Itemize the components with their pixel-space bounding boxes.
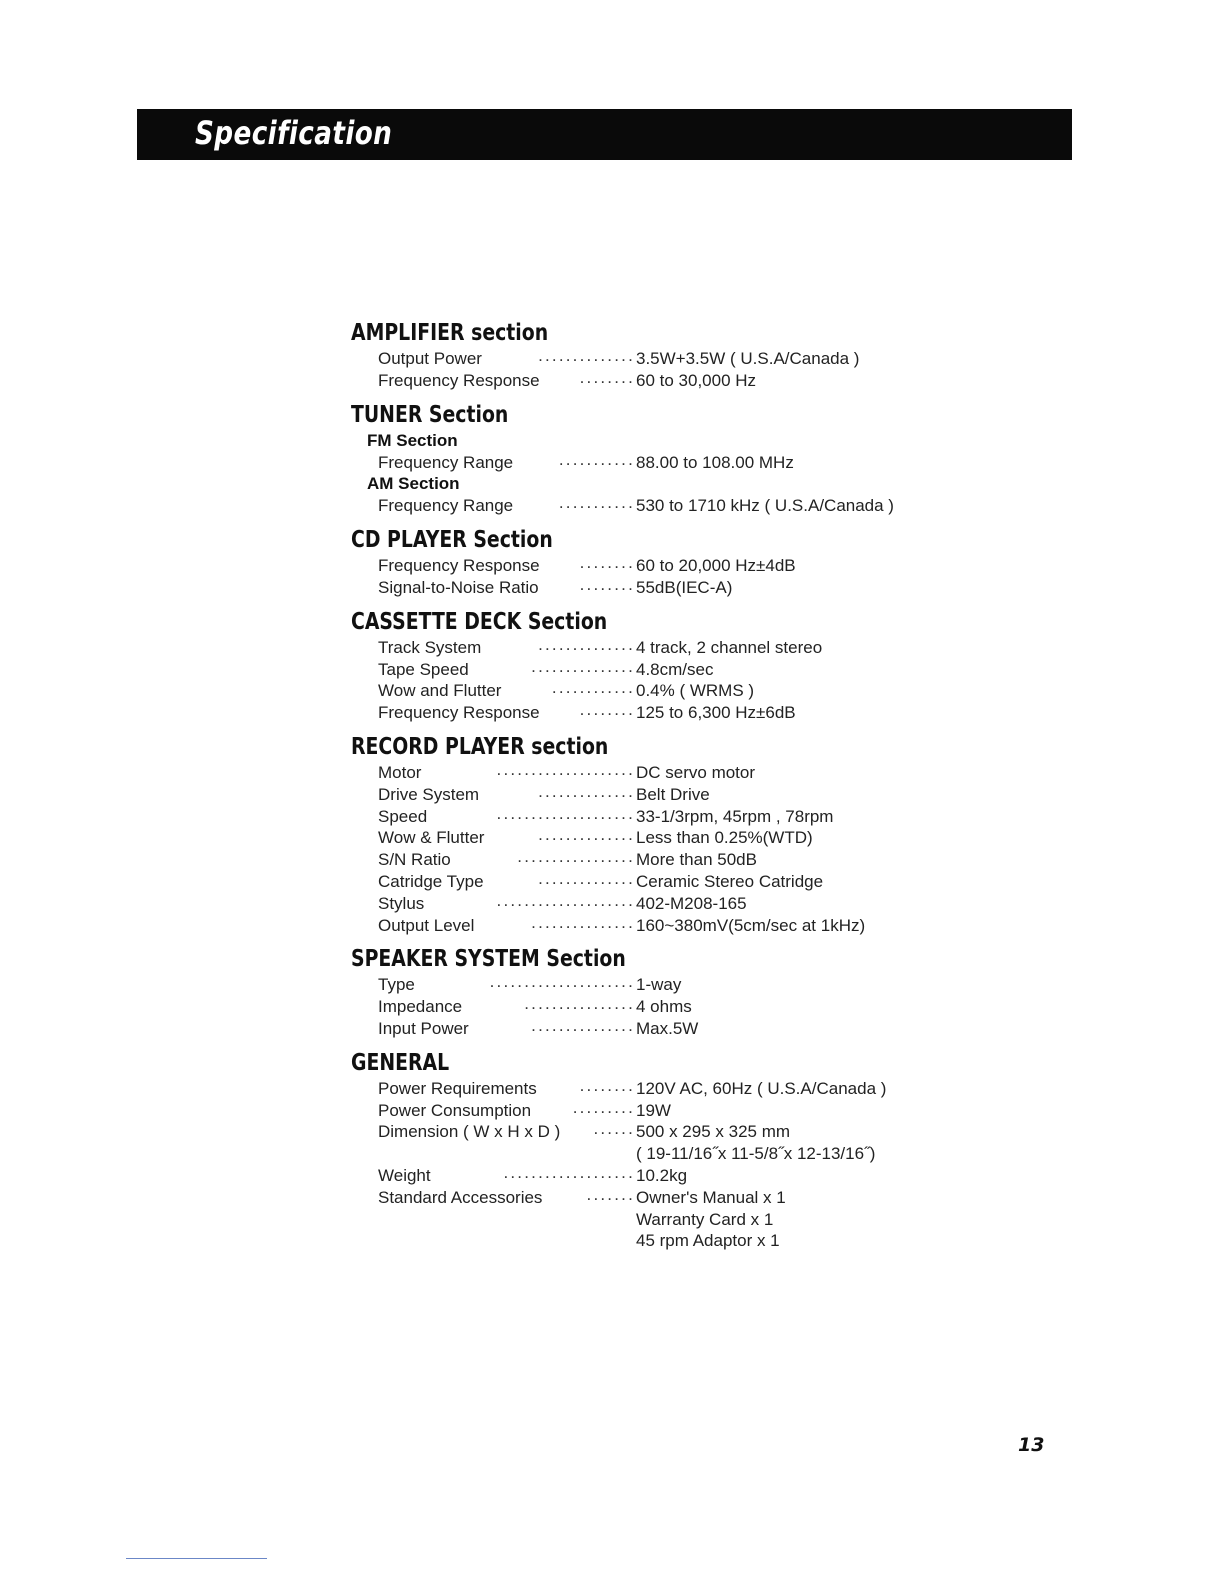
spec-label: Stylus (378, 893, 425, 913)
spec-value: 160~380mV(5cm/sec at 1kHz) (636, 915, 866, 935)
spec-value: 125 to 6,300 Hz±6dB (636, 703, 796, 723)
spec-label: Power Requirements (378, 1078, 537, 1098)
spec-value: Warranty Card x 1 (636, 1209, 774, 1229)
dot-leader: .................... (496, 890, 635, 910)
spec-label: Dimension ( W x H x D ) (378, 1122, 561, 1142)
spec-row (351, 1184, 971, 1209)
spec-label: Wow and Flutter (378, 681, 502, 701)
specification-list (351, 318, 971, 1260)
dot-leader: ..................... (489, 972, 635, 992)
dot-leader: ........ (579, 1075, 635, 1095)
spec-row (351, 868, 971, 893)
spec-section (351, 732, 971, 936)
spec-label: Frequency Range (378, 452, 514, 472)
section-heading: CASSETTE DECK Section (351, 608, 608, 635)
spec-label: Type (378, 975, 415, 995)
spec-row (351, 849, 971, 871)
dot-leader: ....... (586, 1184, 635, 1204)
spec-row (351, 759, 971, 784)
dot-leader: ................. (517, 847, 635, 867)
spec-section (351, 525, 971, 599)
spec-row (351, 656, 971, 681)
spec-row (351, 781, 971, 806)
spec-section (351, 318, 971, 392)
spec-value: 3.5W+3.5W ( U.S.A/Canada ) (636, 349, 860, 368)
dot-leader: ........ (579, 367, 635, 387)
spec-row (351, 555, 971, 577)
spec-row (351, 1097, 971, 1122)
spec-row (351, 827, 971, 849)
section-heading: RECORD PLAYER section (351, 733, 609, 760)
section-heading: AMPLIFIER section (351, 320, 549, 346)
spec-label: Signal-to-Noise Ratio (378, 577, 539, 597)
spec-section (351, 1048, 971, 1252)
page-number: 13 (1018, 1434, 1045, 1456)
spec-section (351, 944, 971, 1039)
spec-row (351, 702, 971, 724)
spec-row (351, 680, 971, 702)
spec-row-continuation (351, 1230, 971, 1252)
spec-row (351, 1121, 971, 1143)
spec-label: Standard Accessories (378, 1187, 543, 1207)
spec-value: 4 track, 2 channel stereo (636, 637, 823, 657)
spec-value: Max.5W (636, 1018, 699, 1038)
spec-value: 19W (636, 1100, 671, 1120)
dot-leader: .............. (538, 825, 635, 845)
dot-leader: .............. (538, 868, 635, 888)
spec-label: Power Consumption (378, 1100, 532, 1120)
spec-value: 88.00 to 108.00 MHz (636, 452, 794, 472)
spec-row (351, 1015, 971, 1040)
spec-value: 60 to 20,000 Hz±4dB (636, 556, 796, 576)
spec-row (351, 634, 971, 659)
dot-leader: ......... (572, 1097, 635, 1117)
dot-leader: ............... (531, 656, 635, 676)
section-heading: SPEAKER SYSTEM Section (351, 946, 626, 973)
spec-label: Drive System (378, 784, 480, 804)
dot-leader: .............. (538, 781, 635, 801)
dot-leader: ................ (524, 994, 635, 1014)
spec-row (351, 367, 971, 392)
dot-leader: ............... (531, 912, 635, 932)
spec-label: Motor (378, 762, 422, 782)
spec-row (351, 912, 971, 937)
spec-label: Input Power (378, 1018, 469, 1038)
dot-leader: ............ (551, 678, 635, 698)
spec-value: ( 19-11/16˝x 11-5/8˝x 12-13/16˝) (636, 1144, 876, 1164)
spec-section (351, 607, 971, 724)
spec-label: Frequency Response (378, 556, 540, 576)
spec-row (351, 890, 971, 915)
dot-leader: .................... (496, 803, 635, 823)
spec-row (351, 574, 971, 599)
spec-row-continuation (351, 1209, 971, 1231)
spec-row (351, 803, 971, 828)
spec-value: 55dB(IEC-A) (636, 577, 733, 597)
section-heading: TUNER Section (351, 401, 509, 428)
dot-leader: ...... (593, 1119, 635, 1139)
spec-label: Tape Speed (378, 659, 469, 679)
spec-row (351, 1075, 971, 1100)
spec-label: S/N Ratio (378, 850, 451, 870)
dot-leader: ............... (531, 1015, 635, 1035)
spec-value: 4 ohms (636, 997, 692, 1017)
dot-leader: .............. (538, 346, 635, 365)
spec-label: Weight (378, 1165, 431, 1185)
dot-leader: .............. (538, 634, 635, 654)
section-heading: GENERAL (351, 1049, 450, 1076)
spec-row (351, 495, 971, 517)
spec-value: Belt Drive (636, 784, 710, 804)
spec-value: Less than 0.25%(WTD) (636, 828, 813, 848)
subsection-heading: FM Section (367, 430, 458, 450)
dot-leader: .................... (496, 759, 635, 779)
spec-value: 0.4% ( WRMS ) (636, 681, 755, 701)
dot-leader: ........ (579, 574, 635, 594)
dot-leader: ........... (558, 449, 635, 469)
spec-row (351, 996, 971, 1018)
spec-value: 500 x 295 x 325 mm (636, 1122, 791, 1142)
dot-leader: ................... (503, 1162, 635, 1182)
spec-value: 4.8cm/sec (636, 659, 714, 679)
spec-value: Owner's Manual x 1 (636, 1187, 786, 1207)
spec-label: Output Level (378, 915, 475, 935)
spec-value: More than 50dB (636, 850, 757, 870)
spec-value: 10.2kg (636, 1165, 688, 1185)
spec-value: 1-way (636, 975, 682, 995)
section-heading: CD PLAYER Section (351, 527, 553, 554)
dot-leader: ........ (579, 553, 635, 573)
bottom-rule-line (126, 1558, 267, 1559)
spec-section (351, 400, 971, 518)
spec-label: Wow & Flutter (378, 828, 485, 848)
spec-label: Frequency Response (378, 370, 540, 390)
dot-leader: ........ (579, 700, 635, 720)
spec-label: Speed (378, 806, 428, 826)
spec-row-continuation (351, 1143, 971, 1165)
spec-label: Frequency Response (378, 703, 540, 723)
page-title: Specification (195, 114, 393, 152)
spec-value: DC servo motor (636, 762, 756, 782)
spec-label: Track System (378, 637, 482, 657)
spec-row (351, 1162, 971, 1187)
spec-label: Output Power (378, 349, 482, 368)
spec-value: 530 to 1710 kHz ( U.S.A/Canada ) (636, 496, 894, 516)
spec-label: Impedance (378, 997, 463, 1017)
subsection-heading: AM Section (367, 474, 460, 494)
spec-value: 45 rpm Adaptor x 1 (636, 1231, 780, 1251)
spec-value: 33-1/3rpm, 45rpm , 78rpm (636, 806, 834, 826)
spec-row (351, 974, 971, 996)
spec-row (351, 449, 971, 474)
spec-label: Frequency Range (378, 496, 514, 516)
title-bar (137, 109, 1072, 160)
spec-value: 60 to 30,000 Hz (636, 370, 757, 390)
spec-value: Ceramic Stereo Catridge (636, 871, 824, 891)
spec-row (351, 348, 971, 370)
spec-label: Catridge Type (378, 871, 484, 891)
spec-value: 120V AC, 60Hz ( U.S.A/Canada ) (636, 1078, 887, 1098)
spec-value: 402-M208-165 (636, 893, 747, 913)
dot-leader: ........... (558, 493, 635, 513)
